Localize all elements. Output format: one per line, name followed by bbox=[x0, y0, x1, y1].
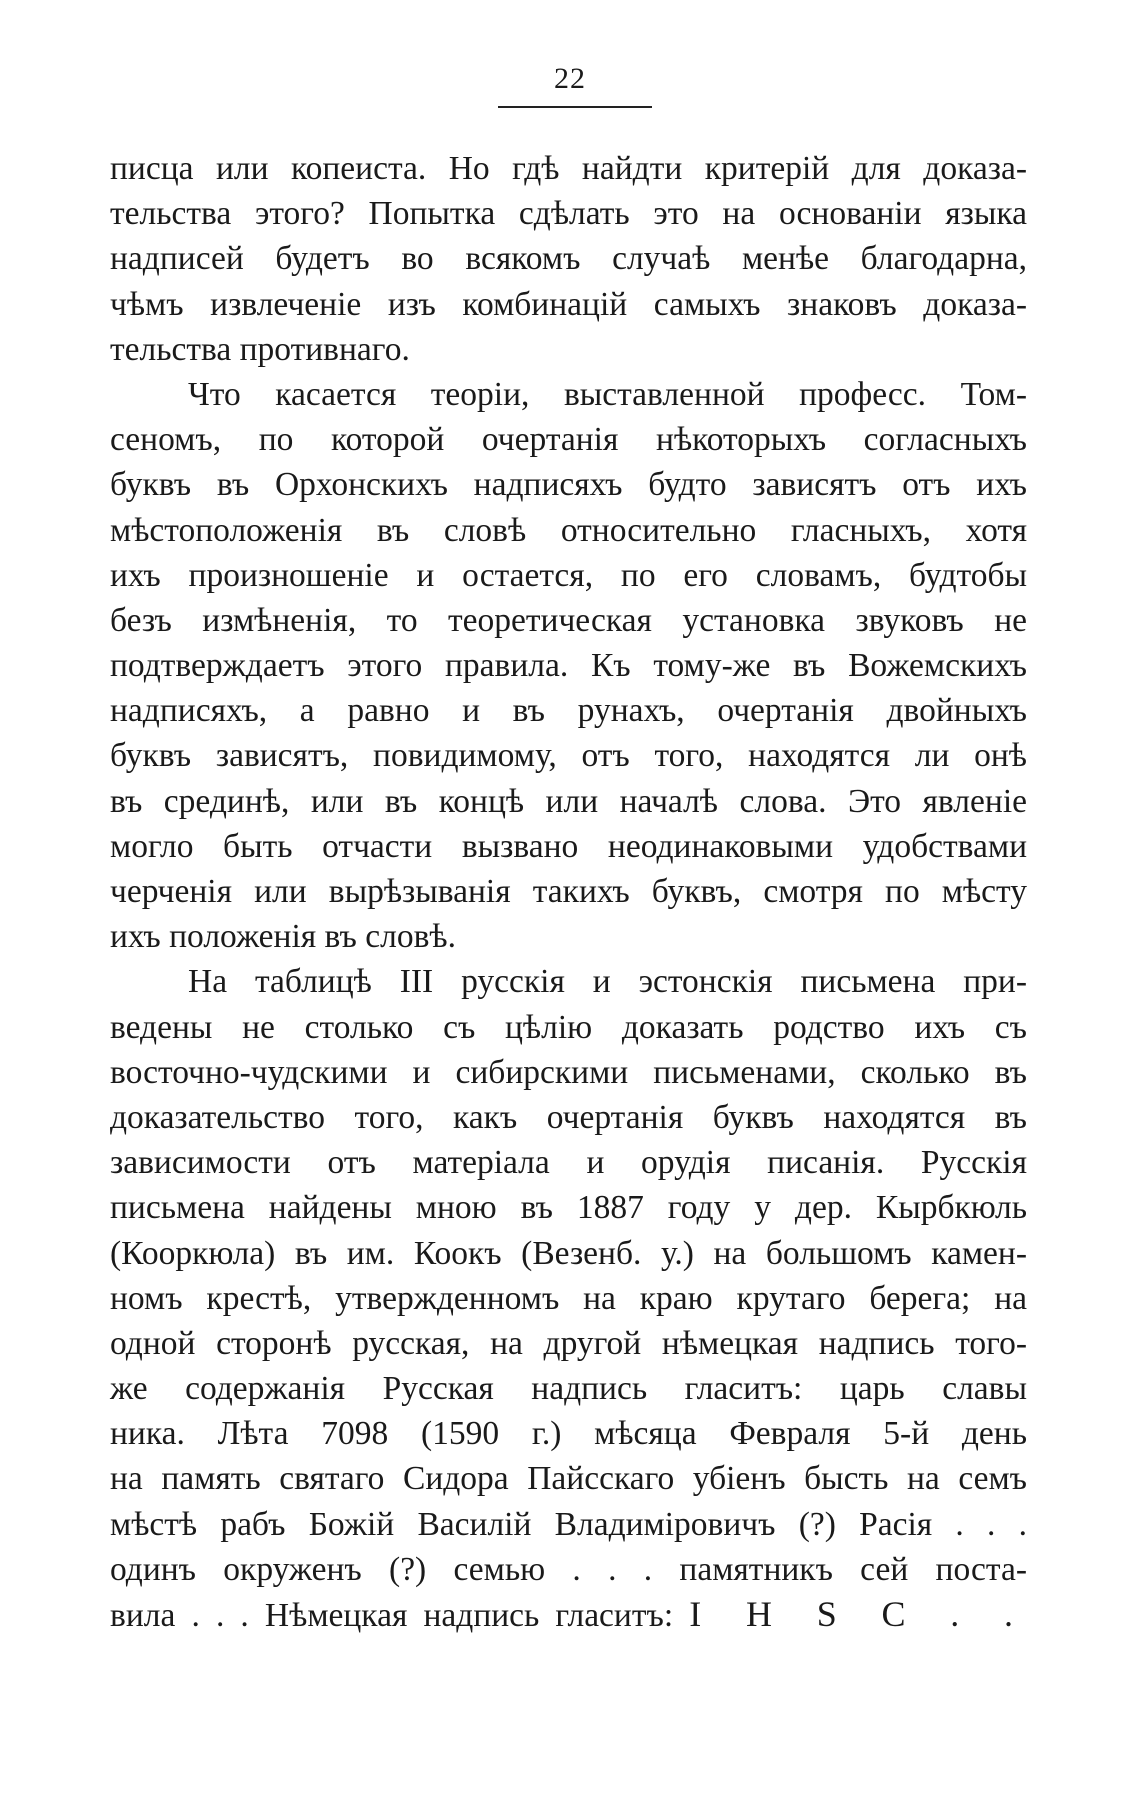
text-line-content: же содержанія Русская надпись гласитъ: царь славы bbox=[110, 1370, 1027, 1408]
text-line-content: восточно-чудскими и сибирскими письменами, сколько въ bbox=[110, 1053, 1027, 1091]
text-line-content: ведены не столько съ цѣлію доказать родство ихъ съ bbox=[110, 1008, 1027, 1046]
text-line-content: ника. Лѣта 7098 (1590 г.) мѣсяца Февраля 5-й день bbox=[110, 1415, 1027, 1453]
text-line bbox=[110, 1411, 1027, 1456]
text-line bbox=[110, 914, 1027, 959]
text-line-content: писца или копеиста. Но гдѣ найдти критерій для доказа- bbox=[110, 150, 1027, 187]
text-line bbox=[110, 462, 1027, 507]
text-line bbox=[110, 372, 1027, 417]
text-line-content: буквъ въ Орхонскихъ надписяхъ будто зависятъ отъ ихъ bbox=[110, 466, 1027, 504]
page-number: 22 bbox=[554, 62, 586, 95]
text-line-content: мѣстоположенія въ словѣ относительно гласныхъ, хотя bbox=[110, 511, 1027, 549]
text-line-content: чѣмъ извлеченіе изъ комбинацій самыхъ знаковъ доказа- bbox=[110, 285, 1027, 323]
text-line bbox=[110, 1005, 1027, 1050]
text-line-content: Что касается теоріи, выставленной професс. Том- bbox=[188, 375, 1027, 413]
inscription-letters: I H S C . . bbox=[689, 1594, 1028, 1634]
text-line bbox=[110, 643, 1027, 688]
text-line bbox=[110, 553, 1027, 598]
text-line-content: черченія или вырѣзыванія такихъ буквъ, смотря по мѣсту bbox=[110, 873, 1027, 910]
text-line bbox=[110, 1050, 1027, 1095]
text-line-content: сеномъ, по которой очертанія нѣкоторыхъ согласныхъ bbox=[110, 421, 1027, 459]
text-line-content: буквъ зависятъ, повидимому, отъ того, находятся ли онѣ bbox=[110, 737, 1027, 775]
text-line bbox=[110, 1502, 1027, 1547]
text-line-content: въ срединѣ, или въ концѣ или началѣ слова. Это явленіе bbox=[110, 782, 1027, 820]
text-line bbox=[110, 327, 1027, 372]
paragraph bbox=[110, 959, 1027, 1637]
text-line-content: На таблицѣ III русскія и эстонскія письмена при- bbox=[188, 963, 1027, 1001]
text-line bbox=[110, 1140, 1027, 1185]
text-line-content: зависимости отъ матеріала и орудія писанія. Русскія bbox=[110, 1144, 1027, 1182]
text-line bbox=[110, 824, 1027, 869]
text-line bbox=[110, 598, 1027, 643]
text-line bbox=[110, 1185, 1027, 1230]
text-line-content: безъ измѣненія, то теоретическая установка звуковъ не bbox=[110, 601, 1027, 639]
paragraph bbox=[110, 146, 1027, 372]
text-line-content: надписей будетъ во всякомъ случаѣ менѣе благодарна, bbox=[110, 240, 1027, 278]
text-line bbox=[110, 688, 1027, 733]
page-number-rule bbox=[498, 106, 652, 108]
text-line bbox=[110, 191, 1027, 236]
text-line-content: вила . . . Нѣмецкая надпись гласитъ: bbox=[110, 1597, 674, 1634]
text-line bbox=[110, 508, 1027, 553]
text-line bbox=[110, 236, 1027, 281]
text-line-content: номъ крестѣ, утвержденномъ на краю крутаго берега; на bbox=[110, 1279, 1027, 1317]
text-line bbox=[110, 1095, 1027, 1140]
text-line bbox=[110, 1456, 1027, 1501]
text-line bbox=[110, 146, 1027, 191]
text-line bbox=[110, 959, 1027, 1004]
text-line-content: надписяхъ, а равно и въ рунахъ, очертанія двойныхъ bbox=[110, 692, 1027, 730]
text-line-content: тельства этого? Попытка сдѣлать это на основаніи языка bbox=[110, 195, 1027, 233]
text-line-content: могло быть отчасти вызвано неодинаковыми удобствами bbox=[110, 827, 1027, 865]
body-text bbox=[110, 146, 1027, 1637]
text-line-content: подтверждаетъ этого правила. Къ тому-же въ Вожемскихъ bbox=[110, 647, 1027, 685]
text-line-content: одинъ окруженъ (?) семью . . . памятникъ сей поста- bbox=[110, 1550, 1027, 1588]
text-line bbox=[110, 1547, 1027, 1592]
text-line-content: доказательство того, какъ очертанія буквъ находятся въ bbox=[110, 1098, 1027, 1136]
text-line bbox=[110, 733, 1027, 778]
text-line-content: на память святаго Сидора Пайсскаго убіенъ бысть на семъ bbox=[110, 1460, 1027, 1498]
text-line bbox=[110, 1231, 1027, 1276]
text-line-content: (Кооркюла) въ им. Коокъ (Везенб. у.) на большомъ камен- bbox=[110, 1234, 1027, 1272]
paragraph bbox=[110, 372, 1027, 959]
text-line-content: письмена найдены мною въ 1887 году у дер. Кырбкюль bbox=[110, 1189, 1027, 1227]
text-line bbox=[110, 779, 1027, 824]
text-line-content: тельства противнаго. bbox=[110, 330, 410, 368]
text-line bbox=[110, 1366, 1027, 1411]
text-line bbox=[110, 1592, 1027, 1637]
text-line bbox=[110, 1276, 1027, 1321]
text-line-content: ихъ произношеніе и остается, по его словамъ, будтобы bbox=[110, 556, 1027, 594]
text-line-content: ихъ положенія въ словѣ. bbox=[110, 918, 456, 956]
text-line bbox=[110, 869, 1027, 914]
text-line bbox=[110, 282, 1027, 327]
text-line bbox=[110, 1321, 1027, 1366]
text-line-content: мѣстѣ рабъ Божій Василій Владиміровичъ (?) Расія . . . bbox=[110, 1505, 1027, 1543]
text-line-content: одной сторонѣ русская, на другой нѣмецкая надпись того- bbox=[110, 1324, 1027, 1362]
text-line bbox=[110, 417, 1027, 462]
